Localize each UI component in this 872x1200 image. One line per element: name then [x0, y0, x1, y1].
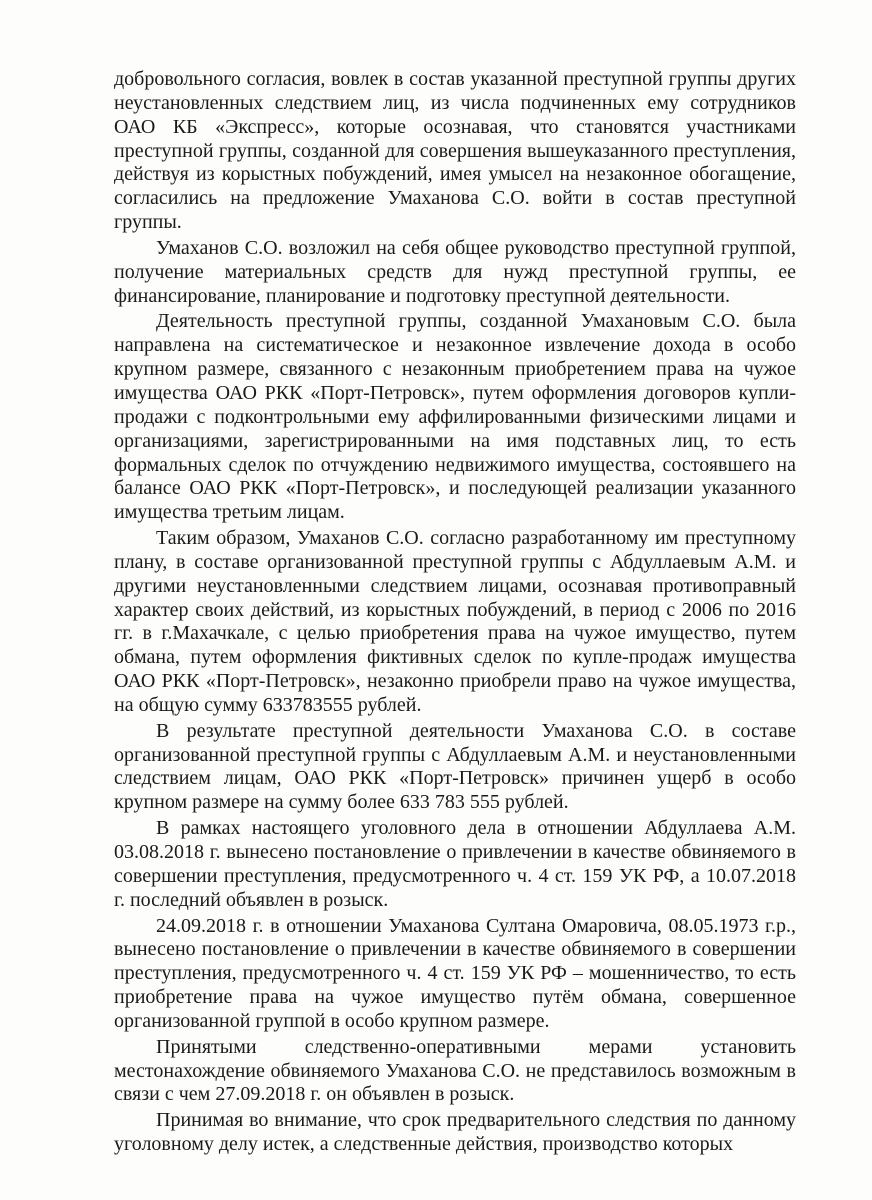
paragraph-8: Принятыми следственно-оперативными мерами установить местонахождение обвиняемого Умаханова С.О. не представилось возможным в связи с чем 27.09.2018 г. он объявлен в розыск. [114, 1035, 796, 1106]
paragraph-5: В результате преступной деятельности Умаханова С.О. в составе организованной преступной группы с Абдуллаевым А.М. и неустановленными следствием лицам, ОАО РКК «Порт-Петровск» причинен ущерб в особо крупном размере на сумму более 633 783 555 рублей. [114, 719, 796, 814]
paragraph-2: Умаханов С.О. возложил на себя общее руководство преступной группой, получение материальных средств для нужд преступной группы, ее финансирование, планирование и подготовку преступной деятельности. [114, 236, 796, 307]
paragraph-7: 24.09.2018 г. в отношении Умаханова Султана Омаровича, 08.05.1973 г.р., вынесено постановление о привлечении в качестве обвиняемого в совершении преступления, предусмотренного ч. 4 ст. 159 УК РФ – мошенничество, то есть приобретение права на чужое имущество путём обмана, совершенное организованной группой в особо крупном размере. [114, 914, 796, 1032]
paragraph-6: В рамках настоящего уголовного дела в отношении Абдуллаева А.М. 03.08.2018 г. вынесено постановление о привлечении в качестве обвиняемого в совершении преступления, предусмотренного ч. 4 ст. 159 УК РФ, а 10.07.2018 г. последний объявлен в розыск. [114, 817, 796, 911]
paragraph-3: Деятельность преступной группы, созданной Умахановым С.О. была направлена на систематическое и незаконное извлечение дохода в особо крупном размере, связанного с незаконным приобретением права на чужое имущества ОАО РКК «Порт-Петровск», путем оформления договоров купли-продажи с подконтрольными ему аффилированными физическими лицами и организациями, зарегистрированными на имя подставных лиц, то есть формальных сделок по отчуждению недвижимого имущества, состоявшего на балансе ОАО РКК «Порт-Петровск», и последующей реализации указанного имущества третьим лицам. [114, 310, 796, 524]
document-body [114, 68, 796, 1159]
paragraph-4: Таким образом, Умаханов С.О. согласно разработанному им преступному плану, в составе организованной преступной группы с Абдуллаевым А.М. и другими неустановленными следствием лицами, осознавая противоправный характер своих действий, из корыстных побуждений, в период с 2006 по 2016 гг. в г.Махачкале, с целью приобретения права на чужое имущество, путем обмана, путем оформления фиктивных сделок по купле-продаж имущества ОАО РКК «Порт-Петровск», незаконно приобрели право на чужое имущества, на общую сумму 633783555 рублей. [114, 527, 796, 716]
paragraph-1: добровольного согласия, вовлек в состав указанной преступной группы других неустановленных следствием лиц, из числа подчиненных ему сотрудников ОАО КБ «Экспресс», которые осознавая, что становятся участниками преступной группы, созданной для совершения вышеуказанного преступления, действуя из корыстных побуждений, имея умысел на незаконное обогащение, согласились на предложение Умаханова С.О. войти в состав преступной группы. [114, 68, 796, 234]
paragraph-9: Принимая во внимание, что срок предварительного следствия по данному уголовному делу истек, а следственные действия, производство которых [114, 1109, 796, 1156]
